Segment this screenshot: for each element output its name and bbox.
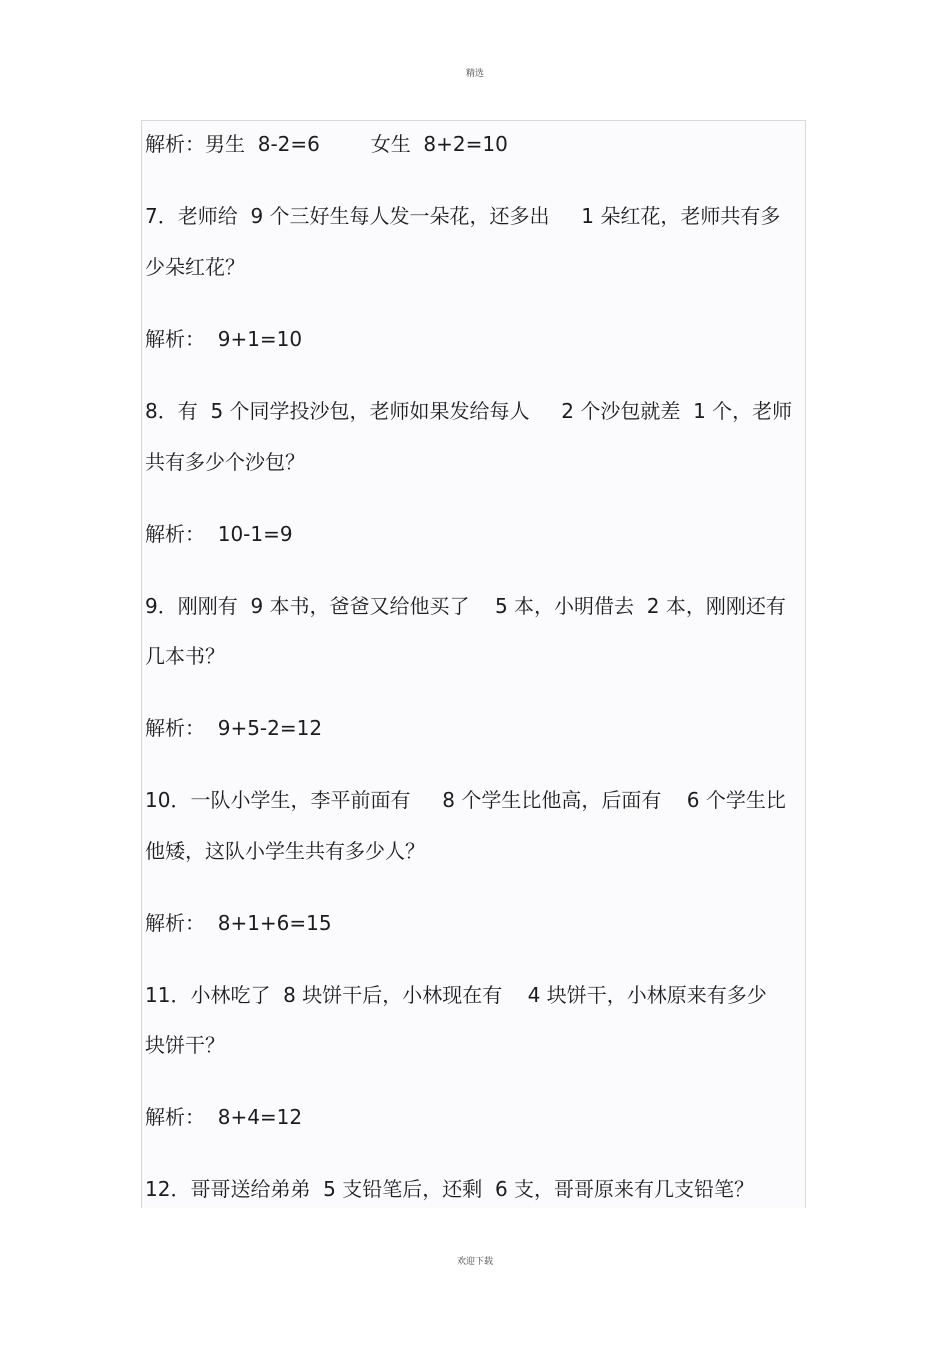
question-7-line-2: 少朵红花？ [145, 255, 245, 279]
question-8-line-2: 共有多少个沙包？ [145, 450, 305, 474]
question-11-line-2: 块饼干？ [145, 1033, 225, 1057]
question-7-line-1: 7．老师给 9 个三好生每人发一朵花，还多出 1 朵红花，老师共有多 [145, 204, 781, 228]
analysis-line-6: 解析：男生 8-2=6 女生 8+2=10 [145, 132, 508, 156]
analysis-line-10: 解析： 8+1+6=15 [145, 911, 332, 935]
analysis-line-7: 解析： 9+1=10 [145, 327, 303, 351]
analysis-line-11: 解析： 8+4=12 [145, 1105, 303, 1129]
page-header: 精选 [465, 69, 484, 79]
analysis-line-9: 解析： 9+5-2=12 [145, 716, 323, 740]
question-9-line-1: 9．刚刚有 9 本书，爸爸又给他买了 5 本，小明借去 2 本，刚刚还有 [145, 594, 786, 618]
question-11-line-1: 11．小林吃了 8 块饼干后，小林现在有 4 块饼干，小林原来有多少 [145, 983, 767, 1007]
question-12-line-1: 12．哥哥送给弟弟 5 支铅笔后，还剩 6 支，哥哥原来有几支铅笔？ [145, 1177, 755, 1201]
question-10-line-2: 他矮，这队小学生共有多少人？ [145, 839, 425, 863]
analysis-line-8: 解析： 10-1=9 [145, 522, 293, 546]
page-footer: 欢迎下载 [456, 1257, 493, 1267]
question-8-line-1: 8．有 5 个同学投沙包，老师如果发给每人 2 个沙包就差 1 个，老师 [145, 399, 793, 423]
question-10-line-1: 10．一队小学生，李平前面有 8 个学生比他高，后面有 6 个学生比 [145, 788, 786, 812]
question-9-line-2: 几本书？ [145, 644, 225, 668]
document-content [141, 120, 806, 1208]
